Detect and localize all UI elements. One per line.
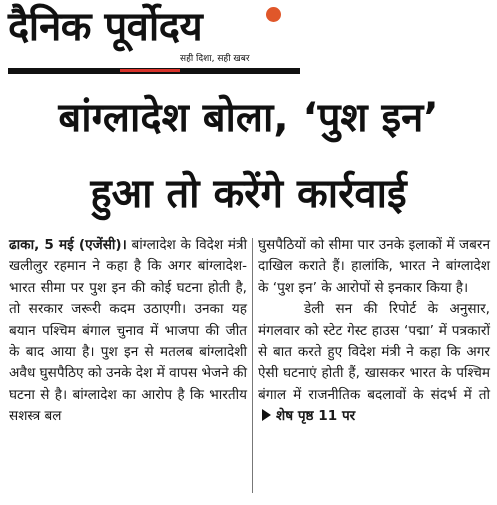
headline-line-2: हुआ तो करेंगे कार्रवाई — [90, 171, 407, 217]
article-paragraph — [9, 235, 247, 428]
triangle-right-icon — [262, 409, 271, 421]
article-column-right — [258, 235, 490, 428]
article-column-left — [9, 235, 247, 428]
headline — [4, 80, 493, 232]
continued-note — [258, 408, 355, 424]
newspaper-logo: दैनिक पूर्वोदय — [8, 4, 203, 50]
article-paragraph: घुसपैठियों को सीमा पार उनके इलाकों में जबरन दाखिल कराते हैं। हालांकि, भारत ने बांग्लादेश के ‘पुश इन’ के आरोपों से इनकार किया है। — [258, 237, 490, 296]
masthead-tagline: सही दिशा, सही खबर — [180, 54, 250, 64]
article-text: बांग्लादेश के विदेश मंत्री खलीलुर रहमान ने कहा है कि अगर बांग्लादेश-भारत सीमा पर पुश इन की कोई घटना होती है, तो सरकार जरूरी कदम उठाएगी। उनका यह बयान पश्चिम बंगाल चुनाव में भाजपा की जीत के बाद आया है। पुश इन से मतलब बांग्लादेशी अवैध घुसपैठिए को उनके देश में वापस भेजने की घटना से है। बांग्लादेश का आरोप है कि भारतीय सशस्त्र बल — [9, 237, 247, 425]
masthead — [8, 4, 308, 76]
continued-label: शेष पृष्ठ 11 पर — [276, 408, 356, 425]
article-text: डेली सन की रिपोर्ट के अनुसार, मंगलवार को स्टेट गेस्ट हाउस ‘पद्मा’ में पत्रकारों से बात करते हुए विदेश मंत्री ने कहा कि अगर ऐसी घटनाएं होती हैं, खासकर भारत के पश्चिम बंगाल में राजनीतिक बदलावों के संदर्भ में तो — [258, 301, 490, 403]
masthead-rule-accent — [120, 69, 180, 72]
headline-line-1: बांग्लादेश बोला, ‘पुश इन’ — [58, 95, 439, 141]
logo-dot — [266, 7, 281, 22]
dateline: ढाका, 5 मई (एजेंसी)। — [9, 237, 127, 253]
column-divider — [252, 238, 253, 493]
article-paragraph — [258, 299, 490, 427]
